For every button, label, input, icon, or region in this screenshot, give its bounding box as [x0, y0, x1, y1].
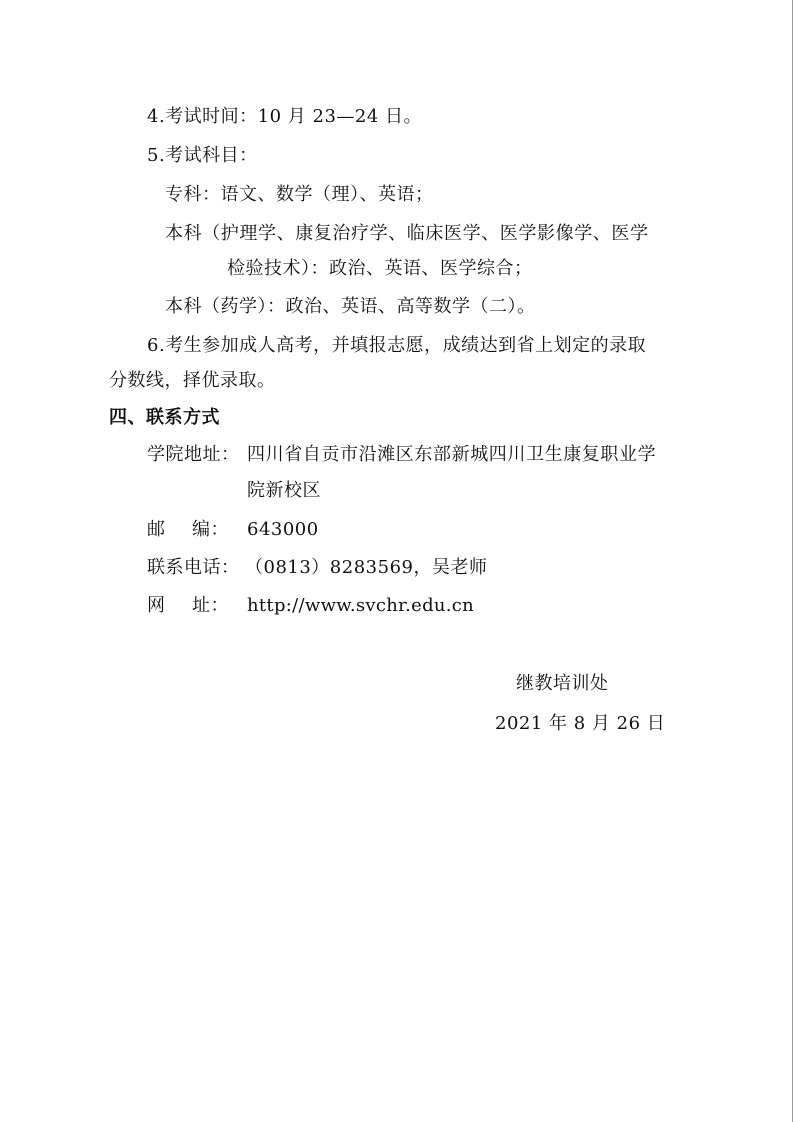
subjects-zhuanke: 专科：语文、数学（理）、英语；	[165, 184, 434, 205]
website-label	[147, 595, 229, 617]
website-label-char1: 网	[147, 595, 166, 616]
postcode-label-char1: 邮	[147, 519, 166, 540]
item6-line2: 分数线，择优录取。	[109, 370, 276, 391]
contact-heading: 四、联系方式	[109, 407, 220, 428]
subjects-benke-medical-line1: 本科（护理学、康复治疗学、临床医学、医学影像学、医学	[165, 223, 649, 244]
phone-label: 联系电话：	[147, 557, 240, 578]
issue-date: 2021 年 8 月 26 日	[495, 713, 666, 734]
postcode-value: 643000	[247, 519, 319, 540]
website-link[interactable]: http://www.svchr.edu.cn	[247, 595, 475, 616]
postcode-label	[147, 519, 229, 541]
website-label-char2: 址：	[192, 595, 229, 616]
phone-value: （0813）8283569，吴老师	[245, 557, 488, 578]
item6-line1: 6.考生参加成人高考，并填报志愿，成绩达到省上划定的录取	[147, 335, 647, 356]
exam-time: 4.考试时间：10 月 23—24 日。	[147, 106, 423, 127]
postcode-label-char2: 编：	[192, 519, 229, 540]
subjects-benke-pharmacy: 本科（药学）：政治、英语、高等数学（二）。	[165, 296, 536, 317]
subjects-benke-medical-line2: 检验技术）：政治、英语、医学综合；	[227, 258, 533, 279]
address-value-line1: 四川省自贡市沿滩区东部新城四川卫生康复职业学	[247, 444, 657, 465]
address-value-line2: 院新校区	[247, 480, 321, 501]
exam-subjects-title: 5.考试科目：	[147, 145, 258, 166]
address-label: 学院地址：	[147, 444, 240, 465]
issuing-office: 继教培训处	[516, 673, 609, 694]
